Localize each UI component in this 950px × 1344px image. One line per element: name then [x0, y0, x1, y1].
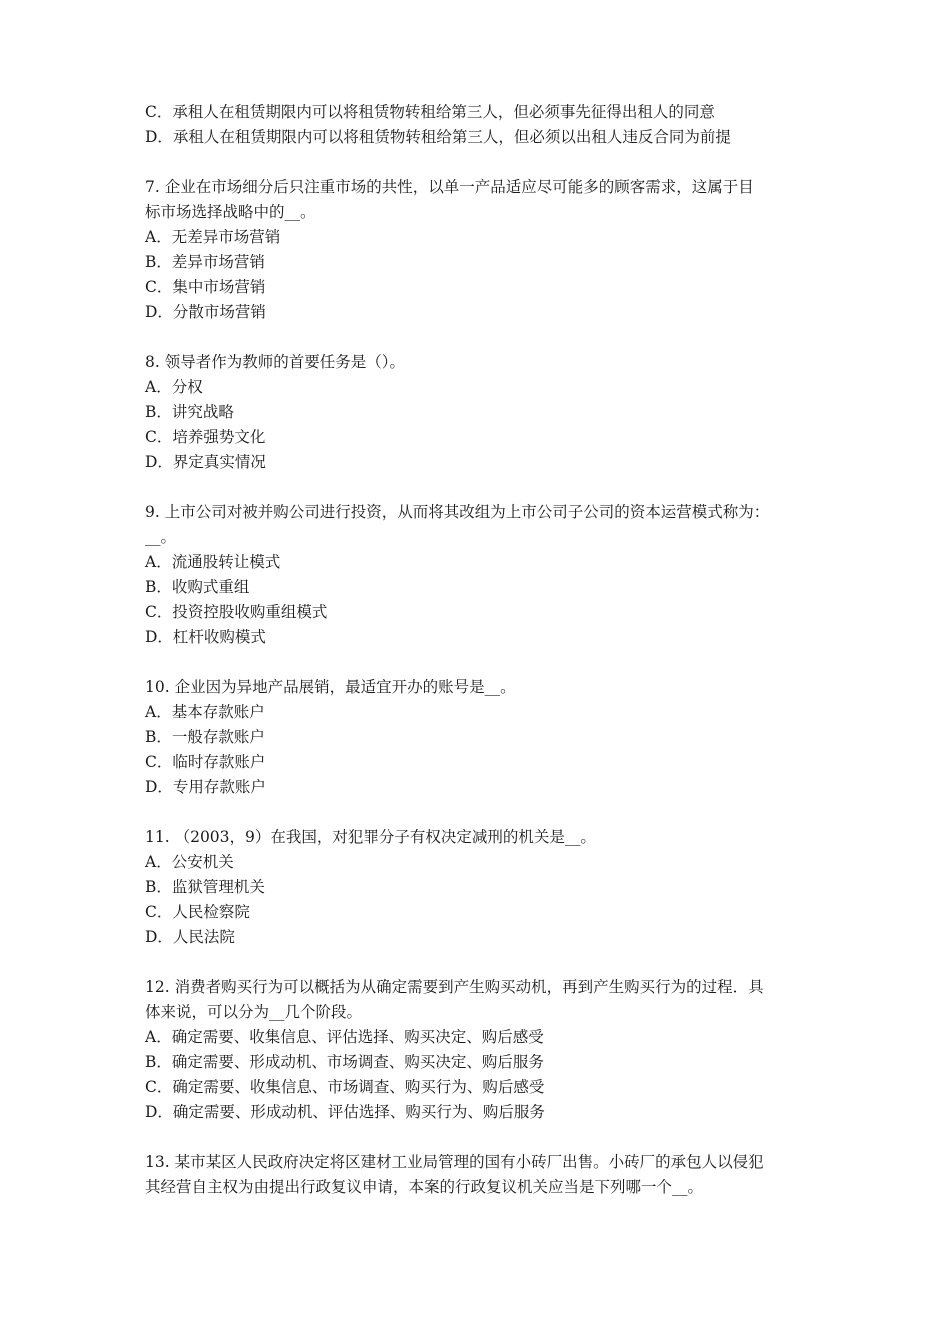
answer-option: A．公安机关	[145, 853, 234, 871]
answer-option: A．流通股转让模式	[145, 553, 281, 571]
answer-option: D．专用存款账户	[145, 778, 266, 796]
paragraph-gap	[145, 475, 825, 500]
paragraph-gap	[145, 950, 825, 975]
question-stem: 10. 企业因为异地产品展销，最适宜开办的账号是__。	[145, 678, 516, 696]
answer-option: B．差异市场营销	[145, 253, 265, 271]
answer-option: C．承租人在租赁期限内可以将租赁物转租给第三人，但必须事先征得出租人的同意	[145, 103, 715, 121]
document-body	[145, 100, 825, 1200]
answer-option: A．无差异市场营销	[145, 228, 281, 246]
answer-option: D．人民法院	[145, 928, 235, 946]
question-stem: 9. 上市公司对被并购公司进行投资，从而将其改组为上市公司子公司的资本运营模式称为：	[145, 503, 770, 521]
answer-option: A．基本存款账户	[145, 703, 265, 721]
answer-option: C．临时存款账户	[145, 753, 266, 771]
question-stem: 13. 某市某区人民政府决定将区建材工业局管理的国有小砖厂出售。小砖厂的承包人以侵犯	[145, 1153, 764, 1171]
answer-option: D．承租人在租赁期限内可以将租赁物转租给第三人，但必须以出租人违反合同为前提	[145, 128, 731, 146]
paragraph-gap	[145, 1125, 825, 1150]
answer-option: B．监狱管理机关	[145, 878, 265, 896]
answer-option: C．人民检察院	[145, 903, 250, 921]
paragraph-gap	[145, 650, 825, 675]
text-line: 标市场选择战略中的__。	[145, 203, 316, 221]
text-line: 其经营自主权为由提出行政复议申请，本案的行政复议机关应当是下列哪一个__。	[145, 1178, 704, 1196]
question-stem: 8. 领导者作为教师的首要任务是（）。	[145, 353, 405, 371]
paragraph-gap	[145, 800, 825, 825]
answer-option: D．确定需要、形成动机、评估选择、购买行为、购后服务	[145, 1103, 545, 1121]
answer-option: B．确定需要、形成动机、市场调查、购买决定、购后服务	[145, 1053, 544, 1071]
question-stem: 12. 消费者购买行为可以概括为从确定需要到产生购买动机，再到产生购买行为的过程．具	[145, 978, 764, 996]
answer-option: A．分权	[145, 378, 203, 396]
answer-option: D．界定真实情况	[145, 453, 266, 471]
answer-option: B．一般存款账户	[145, 728, 265, 746]
answer-option: C．培养强势文化	[145, 428, 266, 446]
answer-option: B．讲究战略	[145, 403, 234, 421]
text-line: 体来说，可以分为__几个阶段。	[145, 1003, 363, 1021]
paragraph-gap	[145, 325, 825, 350]
answer-option: D．分散市场营销	[145, 303, 266, 321]
answer-option: B．收购式重组	[145, 578, 250, 596]
answer-option: C．集中市场营销	[145, 278, 266, 296]
answer-option: D．杠杆收购模式	[145, 628, 266, 646]
question-stem: 11. （2003，9）在我国，对犯罪分子有权决定减刑的机关是__。	[145, 828, 596, 846]
text-line: __。	[145, 528, 177, 546]
question-stem: 7. 企业在市场细分后只注重市场的共性，以单一产品适应尽可能多的顾客需求，这属于目	[145, 178, 754, 196]
answer-option: C．确定需要、收集信息、市场调查、购买行为、购后感受	[145, 1078, 545, 1096]
answer-option: A．确定需要、收集信息、评估选择、购买决定、购后感受	[145, 1028, 544, 1046]
paragraph-gap	[145, 150, 825, 175]
answer-option: C．投资控股收购重组模式	[145, 603, 328, 621]
